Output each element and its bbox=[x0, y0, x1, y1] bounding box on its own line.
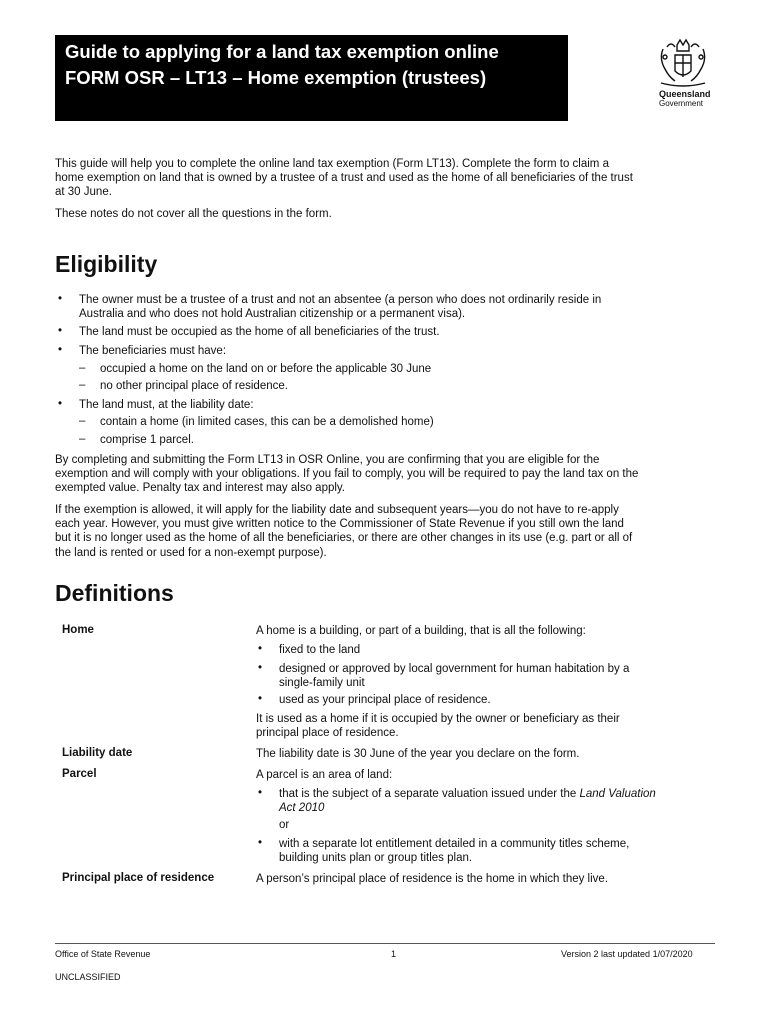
parcel-criterion bbox=[279, 787, 656, 815]
eligibility-subitem: contain a home (in limited cases, this can be a demolished home) bbox=[100, 416, 434, 428]
act-name: Act 2010 bbox=[279, 802, 325, 815]
paragraph-line: principal place of residence. bbox=[256, 727, 399, 740]
document-subtitle: FORM OSR – LT13 – Home exemption (trustees) bbox=[65, 67, 487, 88]
bullet-line bbox=[279, 787, 656, 801]
classification-label: UNCLASSIFIED bbox=[55, 972, 121, 982]
eligibility-bullet-owner bbox=[79, 293, 601, 321]
paragraph-line: the land is rented or used for a non-exempt purpose). bbox=[55, 546, 327, 559]
bullet-line bbox=[279, 801, 656, 815]
term-home: Home bbox=[62, 624, 94, 636]
liability-date-definition: The liability date is 30 June of the year you declare on the form. bbox=[256, 748, 580, 760]
dash-icon: – bbox=[79, 415, 86, 427]
eligibility-subitem: occupied a home on the land on or before the applicable 30 June bbox=[100, 363, 432, 375]
term-liability-date: Liability date bbox=[62, 747, 133, 759]
principal-place-definition: A person’s principal place of residence is the home in which they live. bbox=[256, 873, 609, 885]
parcel-criterion-text: that is the subject of a separate valuation issued under the bbox=[279, 788, 577, 800]
logo-text-queensland: Queensland bbox=[659, 89, 711, 99]
document-title-banner bbox=[55, 35, 568, 121]
notes-paragraph: These notes do not cover all the questions in the form. bbox=[55, 208, 332, 220]
home-criterion bbox=[279, 662, 629, 690]
logo-text-government: Government bbox=[659, 99, 704, 108]
exemption-allowed-paragraph bbox=[55, 503, 715, 560]
intro-line: home exemption on land that is owned by a trustee of a trust and used as the home of all beneficiaries of the trust bbox=[55, 172, 633, 185]
parcel-or: or bbox=[279, 819, 290, 831]
home-criterion: fixed to the land bbox=[279, 644, 361, 656]
term-principal-place-of-residence: Principal place of residence bbox=[62, 872, 215, 884]
act-name: Land Valuation bbox=[579, 788, 656, 800]
eligibility-heading: Eligibility bbox=[55, 251, 158, 277]
home-definition-intro: A home is a building, or part of a building, that is all the following: bbox=[256, 625, 586, 637]
eligibility-bullet-beneficiaries: The beneficiaries must have: bbox=[79, 345, 227, 357]
bullet-icon: • bbox=[58, 398, 63, 410]
definitions-heading: Definitions bbox=[55, 580, 174, 606]
paragraph-line: but it is no longer used as the home of all the beneficiaries, or there are other changes in its use (e.g. part or all of bbox=[55, 532, 633, 545]
paragraph-line: each year. However, you must give written notice to the Commissioner of State Revenue if you still own the land bbox=[55, 518, 624, 531]
paragraph-line: It is used as a home if it is occupied by the owner or beneficiary as their bbox=[256, 713, 620, 725]
intro-paragraph bbox=[55, 157, 715, 200]
queensland-government-logo bbox=[653, 37, 713, 109]
footer-divider bbox=[55, 943, 715, 944]
home-criterion: used as your principal place of residence. bbox=[279, 694, 491, 706]
bullet-icon: • bbox=[258, 787, 263, 799]
compliance-paragraph bbox=[55, 453, 715, 496]
bullet-icon: • bbox=[258, 837, 263, 849]
parcel-criterion bbox=[279, 837, 629, 865]
footer-version: Version 2 last updated 1/07/2020 bbox=[561, 949, 693, 959]
bullet-line: Australia and who does not hold Australian citizenship or a permanent visa). bbox=[79, 308, 466, 321]
parcel-definition-intro: A parcel is an area of land: bbox=[256, 769, 393, 781]
eligibility-bullet-land: The land must be occupied as the home of all beneficiaries of the trust. bbox=[79, 326, 440, 338]
bullet-icon: • bbox=[258, 643, 263, 655]
bullet-icon: • bbox=[58, 293, 63, 305]
paragraph-line: By completing and submitting the Form LT13 in OSR Online, you are confirming that you are eligible for the bbox=[55, 454, 600, 466]
coat-of-arms-icon bbox=[653, 37, 713, 87]
term-parcel: Parcel bbox=[62, 768, 97, 780]
bullet-line: with a separate lot entitlement detailed in a community titles scheme, bbox=[279, 838, 630, 850]
bullet-icon: • bbox=[258, 693, 263, 705]
home-definition-note bbox=[256, 712, 711, 740]
bullet-icon: • bbox=[58, 344, 63, 356]
dash-icon: – bbox=[79, 362, 86, 374]
bullet-line: designed or approved by local government for human habitation by a bbox=[279, 663, 630, 675]
eligibility-bullet-liability: The land must, at the liability date: bbox=[79, 399, 254, 411]
intro-line: This guide will help you to complete the online land tax exemption (Form LT13). Complete the form to claim a bbox=[55, 158, 609, 170]
page-number: 1 bbox=[391, 949, 397, 959]
bullet-line: building units plan or group titles plan. bbox=[279, 852, 473, 865]
paragraph-line: If the exemption is allowed, it will apply for the liability date and subsequent years—you do not have to re-apply bbox=[55, 504, 619, 516]
bullet-line: single-family unit bbox=[279, 677, 365, 690]
bullet-icon: • bbox=[58, 325, 63, 337]
dash-icon: – bbox=[79, 379, 86, 391]
footer-organisation: Office of State Revenue bbox=[55, 949, 151, 959]
dash-icon: – bbox=[79, 433, 86, 445]
eligibility-subitem: no other principal place of residence. bbox=[100, 380, 288, 392]
bullet-icon: • bbox=[258, 662, 263, 674]
intro-line: at 30 June. bbox=[55, 186, 112, 199]
paragraph-line: exempted value. Penalty tax and interest may also apply. bbox=[55, 482, 346, 495]
document-title: Guide to applying for a land tax exemption online bbox=[65, 41, 499, 62]
paragraph-line: exemption and will comply with your obligations. If you fail to comply, you will be required to pay the land tax on the bbox=[55, 468, 639, 481]
bullet-line: The owner must be a trustee of a trust and not an absentee (a person who does not ordinarily reside in bbox=[79, 294, 602, 306]
eligibility-subitem: comprise 1 parcel. bbox=[100, 434, 194, 446]
